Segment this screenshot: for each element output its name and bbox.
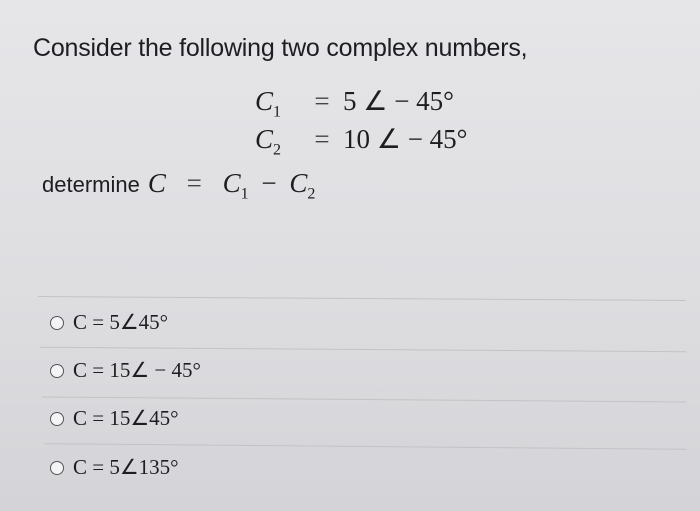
radio-button[interactable] (50, 364, 64, 378)
equation-c2 (255, 124, 467, 162)
equation-rhs: 5 ∠ − 45° (343, 86, 454, 116)
option-divider (42, 396, 686, 402)
radio-button[interactable] (50, 412, 64, 426)
determine-label: determine (42, 172, 140, 197)
equation-rhs: 10 ∠ − 45° (343, 124, 468, 154)
question-prompt: Consider the following two complex numbers, (33, 34, 528, 62)
option-label: C = 5∠45° (73, 310, 169, 334)
option-divider (40, 347, 686, 353)
option-label: C = 15∠45° (73, 406, 179, 430)
equation-c1 (255, 86, 467, 124)
option-label: C = 5∠135° (73, 455, 179, 479)
equation-block (255, 86, 467, 162)
answer-option-2[interactable] (50, 358, 201, 383)
determine-line (42, 168, 315, 203)
equation-lhs: $C_1$ (255, 86, 282, 121)
option-divider (44, 443, 686, 450)
answer-option-4[interactable] (50, 455, 179, 480)
answer-option-3[interactable] (50, 406, 179, 431)
determine-expression: $C = C_1 - C_2$ (147, 168, 316, 203)
equals-sign: = (314, 124, 330, 154)
radio-button[interactable] (50, 461, 64, 475)
answer-option-1[interactable] (50, 310, 168, 335)
option-divider (38, 296, 686, 301)
equals-sign: = (314, 86, 330, 116)
equation-lhs: $C_2$ (255, 124, 282, 159)
option-label: C = 15∠ − 45° (73, 358, 201, 382)
radio-button[interactable] (50, 316, 64, 330)
